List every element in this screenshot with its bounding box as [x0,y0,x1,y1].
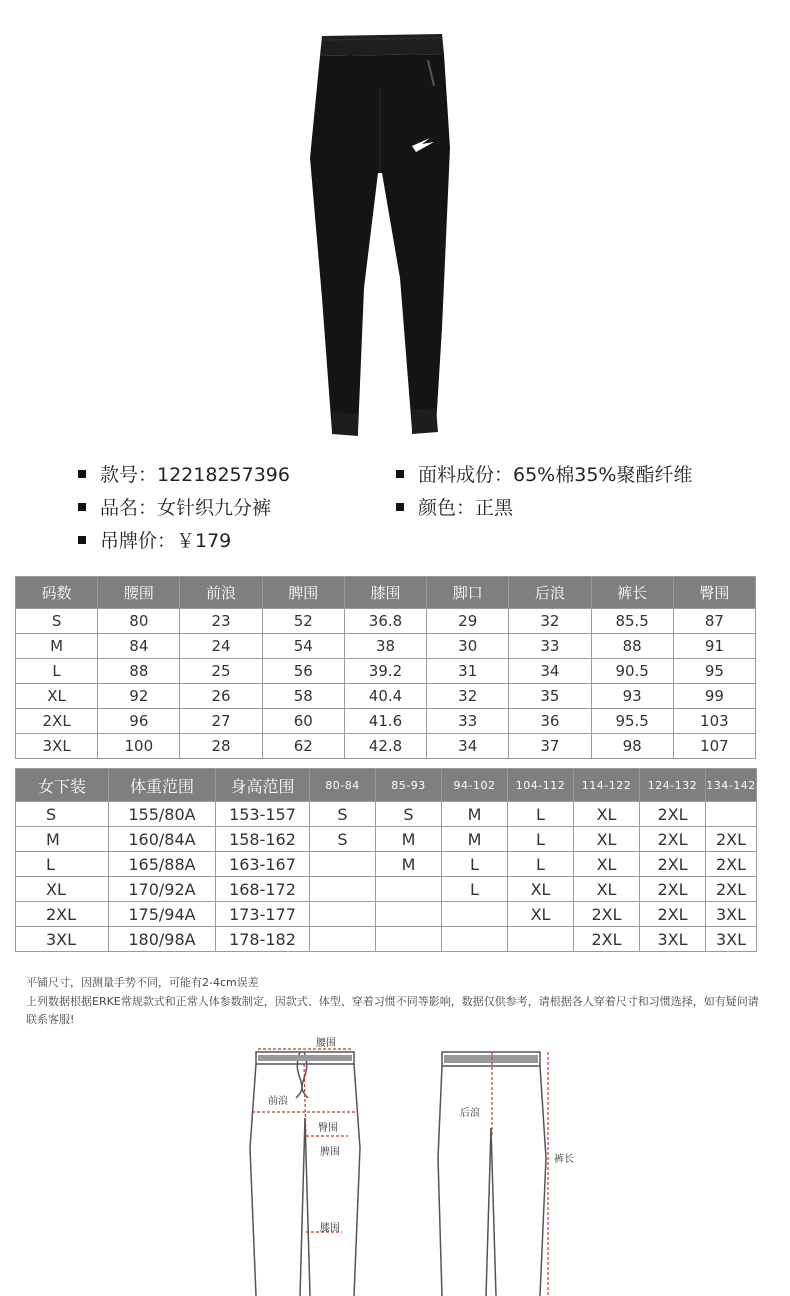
fabric-composition-text: 面料成份：65%棉35%聚酯纤维 [418,464,693,486]
table-cell: 3XL [706,927,757,952]
product-photo [300,28,470,446]
label-length: 裤长 [554,1154,574,1165]
table-cell: 3XL [16,734,98,759]
header-cell: 114-122 [574,769,640,802]
table-cell: 36.8 [344,609,426,634]
table-cell: 88 [98,659,180,684]
table-cell: L [508,827,574,852]
header-cell: 身高范围 [216,769,310,802]
table-cell: 90.5 [591,659,673,684]
pants-diagram-svg [230,1028,590,1296]
table-cell: 42.8 [344,734,426,759]
fit-row [16,852,757,877]
table-cell: 26 [180,684,262,709]
size-row [16,709,756,734]
fit-row [16,827,757,852]
table-cell: 168-172 [216,877,310,902]
table-cell: 39.2 [344,659,426,684]
header-cell: 臀围 [673,577,755,609]
table-cell: 91 [673,634,755,659]
table-cell: 2XL [574,927,640,952]
table-cell: 35 [509,684,591,709]
table-cell: 36 [509,709,591,734]
table-cell: 40.4 [344,684,426,709]
table-cell: 107 [673,734,755,759]
table-cell: 23 [180,609,262,634]
table-cell: 3XL [706,902,757,927]
header-cell: 码数 [16,577,98,609]
table-cell: 153-157 [216,802,310,827]
table-cell: XL [574,877,640,902]
product-name [78,493,271,520]
bullet-icon [78,470,86,478]
fit-row [16,902,757,927]
table-cell: 32 [427,684,509,709]
table-cell: 180/98A [109,927,216,952]
header-cell: 膝围 [344,577,426,609]
table-cell: 2XL [640,827,706,852]
front-pants-outline [250,1052,360,1296]
label-thigh: 脾围 [320,1147,340,1158]
size-row [16,634,756,659]
table-cell: 30 [427,634,509,659]
table-cell: 33 [509,634,591,659]
style-number-text: 款号：12218257396 [100,464,290,486]
table-cell: 2XL [574,902,640,927]
label-front-rise: 前浪 [268,1096,288,1107]
table-cell: 2XL [640,902,706,927]
fit-row [16,802,757,827]
table-cell: XL [16,684,98,709]
table-cell: 163-167 [216,852,310,877]
table-cell [376,877,442,902]
table-cell: 29 [427,609,509,634]
table-cell: S [310,802,376,827]
table-cell: 178-182 [216,927,310,952]
label-waist: 腰围 [316,1038,336,1049]
table-cell: 103 [673,709,755,734]
table-cell: S [310,827,376,852]
table-cell: 25 [180,659,262,684]
table-cell: 2XL [16,902,109,927]
measure-lines [252,1049,548,1296]
bullet-icon [396,503,404,511]
table-cell: XL [574,802,640,827]
header-cell: 腰围 [98,577,180,609]
table-cell [442,927,508,952]
size-row [16,734,756,759]
bullet-icon [78,503,86,511]
table-cell: L [442,852,508,877]
size-notes [26,974,766,1030]
header-cell: 脾围 [262,577,344,609]
table-cell: 2XL [16,709,98,734]
size-row [16,659,756,684]
table-cell: 62 [262,734,344,759]
table-cell: 2XL [706,877,757,902]
table-cell [310,852,376,877]
product-name-text: 品名：女针织九分裤 [100,497,272,519]
table-cell: 170/92A [109,877,216,902]
table-cell: M [376,827,442,852]
tag-price-text: 吊牌价：￥179 [100,530,232,552]
front-waist-band-pattern [258,1055,352,1061]
header-cell: 104-112 [508,769,574,802]
table-cell: M [376,852,442,877]
table-cell: L [508,852,574,877]
bullet-icon [396,470,404,478]
table-cell: 80 [98,609,180,634]
table-cell: M [442,827,508,852]
table-cell: M [442,802,508,827]
fit-row [16,927,757,952]
header-cell: 裤长 [591,577,673,609]
size-row [16,609,756,634]
table-cell: 2XL [706,827,757,852]
table-cell: 98 [591,734,673,759]
table-cell: L [508,802,574,827]
measurement-diagram [230,1028,590,1296]
table-cell: 3XL [16,927,109,952]
table-cell: 155/80A [109,802,216,827]
table-cell [442,902,508,927]
table-cell: 99 [673,684,755,709]
table-cell: 100 [98,734,180,759]
table-cell: M [16,634,98,659]
table-cell: 2XL [640,802,706,827]
table-cell: 56 [262,659,344,684]
table-cell: S [16,802,109,827]
table-cell: XL [16,877,109,902]
size-row [16,684,756,709]
table-cell: 2XL [706,852,757,877]
header-cell: 124-132 [640,769,706,802]
table-cell: 28 [180,734,262,759]
table-cell: 160/84A [109,827,216,852]
table-cell: 95 [673,659,755,684]
table-cell: 27 [180,709,262,734]
table-cell: L [16,852,109,877]
size-table-header [16,577,756,609]
table-cell: 34 [427,734,509,759]
table-cell: 2XL [640,852,706,877]
table-cell: 31 [427,659,509,684]
fit-table [15,768,757,952]
table-cell: 88 [591,634,673,659]
header-cell: 体重范围 [109,769,216,802]
header-cell: 94-102 [442,769,508,802]
note-disclaimer: 上列数据根据ERKE常规款式和正常人体参数制定，因款式、体型、穿着习惯不同等影响，数据仅供参考，请根据各人穿着尺寸和习惯选择，如有疑问请联系客服! [26,995,759,1026]
table-cell: S [16,609,98,634]
table-cell: 175/94A [109,902,216,927]
product-info [78,460,778,560]
header-cell: 85-93 [376,769,442,802]
table-cell: 3XL [640,927,706,952]
label-hip: 臀围 [318,1123,338,1134]
table-cell: XL [574,852,640,877]
table-cell: 87 [673,609,755,634]
table-cell: 54 [262,634,344,659]
table-cell: L [442,877,508,902]
table-cell [376,902,442,927]
header-cell: 后浪 [509,577,591,609]
table-cell [376,927,442,952]
table-cell: 96 [98,709,180,734]
table-cell [310,877,376,902]
table-cell: 95.5 [591,709,673,734]
product-color-text: 颜色：正黑 [418,497,514,519]
table-cell: 165/88A [109,852,216,877]
header-cell: 女下装 [16,769,109,802]
table-cell: 38 [344,634,426,659]
table-cell: 24 [180,634,262,659]
table-cell: S [376,802,442,827]
table-cell: XL [508,902,574,927]
table-cell: 2XL [640,877,706,902]
table-cell: 84 [98,634,180,659]
table-cell [310,902,376,927]
table-cell: 41.6 [344,709,426,734]
table-cell: 158-162 [216,827,310,852]
header-cell: 脚口 [427,577,509,609]
table-cell: XL [574,827,640,852]
table-cell: 92 [98,684,180,709]
label-back-rise: 后浪 [460,1108,480,1119]
table-cell [508,927,574,952]
table-cell: 34 [509,659,591,684]
table-cell: M [16,827,109,852]
table-cell: 52 [262,609,344,634]
note-measurement: 平铺尺寸，因测量手势不同，可能有2-4cm误差 [26,976,259,989]
label-knee: 膝围 [320,1223,340,1234]
table-cell: 93 [591,684,673,709]
table-cell: 60 [262,709,344,734]
fit-row [16,877,757,902]
size-table [15,576,756,759]
header-cell: 134-142 [706,769,757,802]
table-cell: 58 [262,684,344,709]
fit-table-header [16,769,757,802]
table-cell: XL [508,877,574,902]
bullet-icon [78,536,86,544]
table-cell: 33 [427,709,509,734]
fabric-composition [396,460,692,487]
table-cell [706,802,757,827]
product-color [396,493,513,520]
table-cell [310,927,376,952]
table-cell: L [16,659,98,684]
table-cell: 85.5 [591,609,673,634]
back-waist-band-pattern [444,1055,538,1063]
header-cell: 前浪 [180,577,262,609]
table-cell: 32 [509,609,591,634]
style-number [78,460,290,487]
header-cell: 80-84 [310,769,376,802]
table-cell: 37 [509,734,591,759]
tag-price [78,526,231,553]
table-cell: 173-177 [216,902,310,927]
